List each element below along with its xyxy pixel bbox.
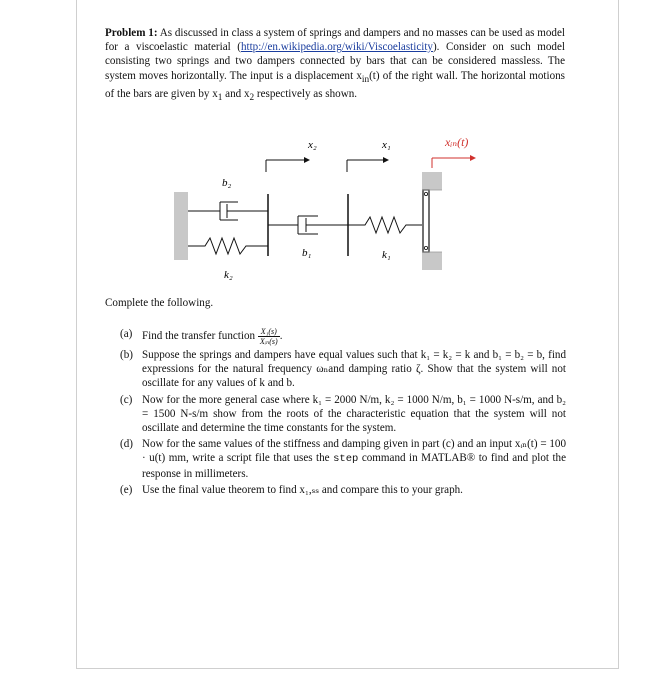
damper-b1 bbox=[268, 216, 348, 234]
left-wall bbox=[174, 192, 188, 260]
part-d-text-2: command in MATLAB® to find and plot the response in millimeters. bbox=[142, 452, 567, 480]
spring-k2 bbox=[188, 238, 268, 254]
problem-label: Problem 1: bbox=[105, 27, 158, 39]
part-a bbox=[120, 327, 566, 346]
label-xin: xᵢₙ(t) bbox=[445, 135, 469, 149]
part-label: (e) bbox=[120, 483, 133, 496]
arrow-x1 bbox=[347, 157, 389, 172]
part-label: (b) bbox=[120, 349, 133, 361]
spring-k1 bbox=[348, 217, 422, 233]
right-wall bbox=[422, 172, 442, 270]
step-command: step bbox=[333, 453, 359, 466]
spring-damper-diagram bbox=[160, 128, 500, 288]
part-label: (d) bbox=[120, 438, 133, 451]
part-label: (c) bbox=[120, 393, 133, 406]
complete-heading: Complete the following. bbox=[105, 297, 214, 309]
fraction-denominator: Xᵢₙ(s) bbox=[259, 337, 278, 346]
part-d bbox=[120, 437, 566, 481]
label-x2: x₂ bbox=[308, 139, 317, 151]
part-d-text: Now for the same values of the stiffness and damping given in part (c) and an input xᵢₙ(t) = 100 · u(t) mm, write a script file that uses the bbox=[142, 438, 566, 465]
problem-text-2: ). Consider on such model consisting two springs and two dampers connected by bars that can be considered massless. The system moves horizontally. The input is a displacement x bbox=[105, 41, 565, 82]
label-b1: b₁ bbox=[302, 247, 312, 259]
part-e bbox=[120, 483, 566, 497]
problem-text-5: respectively as shown. bbox=[254, 88, 358, 101]
problem-text-4: and x bbox=[222, 88, 250, 101]
viscoelasticity-link[interactable]: http://en.wikipedia.org/wiki/Viscoelasticity bbox=[240, 41, 433, 54]
problem-statement bbox=[105, 26, 565, 105]
part-b-text: Suppose the springs and dampers have equal values such that k₁ = k₂ = k and b₁ = b₂ = b, find expressions for the natural frequency ωₙand damping ratio ζ. Show that the system will not oscillate for any values of k and b. bbox=[142, 349, 566, 390]
sub-2: 2 bbox=[249, 93, 255, 104]
label-b2: b₂ bbox=[222, 177, 232, 189]
parts-list bbox=[120, 327, 566, 499]
label-k2: k₂ bbox=[224, 269, 233, 281]
part-a-end: . bbox=[279, 330, 283, 343]
part-label: (a) bbox=[120, 328, 133, 340]
problem-text: As discussed in class a system of springs and dampers and no masses can be used as model for a viscoelastic material ( bbox=[105, 27, 565, 54]
label-x1: x₁ bbox=[382, 139, 391, 151]
fraction-numerator: X₁(s) bbox=[258, 327, 280, 337]
damper-b2 bbox=[188, 202, 268, 220]
part-c-text: Now for the more general case where k₁ = 2000 N/m, k₂ = 1000 N/m, b₁ = 1000 N-s/m, and b₂ = 1500 N-s/m show from the roots of the characteristic equation that the system will not oscillate and determine the time constants for the system. bbox=[142, 393, 566, 435]
label-k1: k₁ bbox=[382, 249, 391, 261]
part-a-text: Find the transfer function bbox=[142, 330, 258, 343]
problem-text-3: (t) of the right wall. The horizontal motions of the bars are given by x bbox=[105, 69, 565, 101]
sub-in: in bbox=[361, 74, 370, 85]
sub-1: 1 bbox=[217, 93, 223, 104]
arrow-x2 bbox=[266, 157, 310, 172]
transfer-function-fraction bbox=[258, 327, 280, 346]
part-c bbox=[120, 393, 566, 436]
part-b bbox=[120, 348, 566, 391]
part-e-text: Use the final value theorem to find x₁,ₛₛ and compare this to your graph. bbox=[142, 483, 463, 496]
arrow-xin bbox=[432, 155, 476, 168]
